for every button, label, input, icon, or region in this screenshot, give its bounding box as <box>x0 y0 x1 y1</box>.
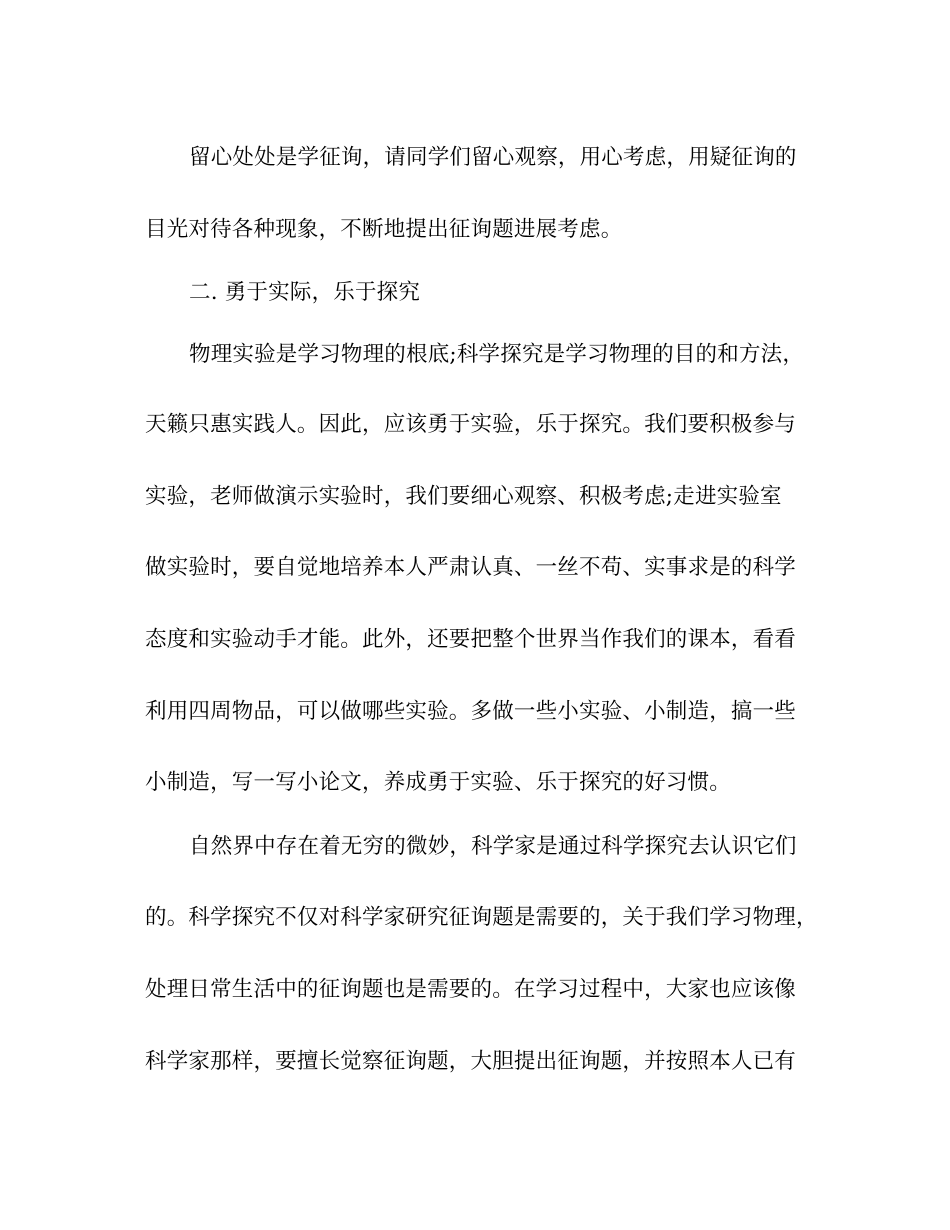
paragraph-line: 实验，老师做演示实验时，我们要细心观察、积极考虑;走进实验室 <box>145 484 782 509</box>
paragraph-line: 科学家那样，要擅长觉察征询题，大胆提出征询题，并按照本人已有 <box>145 1049 797 1074</box>
paragraph-line: 自然界中存在着无穷的微妙，科学家是通过科学探究去认识它们 <box>189 834 797 859</box>
paragraph-line: 态度和实验动手才能。此外，还要把整个世界当作我们的课本，看看 <box>145 627 797 652</box>
paragraph-line: 天籁只惠实践人。因此，应该勇于实验，乐于探究。我们要积极参与 <box>145 412 797 437</box>
section-heading: 二. 勇于实际，乐于探究 <box>189 280 421 305</box>
paragraph-line: 目光对待各种现象，不断地提出征询题进展考虑。 <box>145 217 623 242</box>
paragraph-line: 利用四周物品，可以做哪些实验。多做一些小实验、小制造，搞一些 <box>145 699 797 724</box>
paragraph-line: 的。科学探究不仅对科学家研究征询题是需要的，关于我们学习物理， <box>145 905 818 930</box>
paragraph-line: 处理日常生活中的征询题也是需要的。在学习过程中，大家也应该像 <box>145 977 797 1002</box>
paragraph-line: 物理实验是学习物理的根底;科学探究是学习物理的目的和方法， <box>189 342 805 367</box>
paragraph-line: 做实验时，要自觉地培养本人严肃认真、一丝不苟、实事求是的科学 <box>145 555 797 580</box>
paragraph-line: 小制造，写一写小论文，养成勇于实验、乐于探究的好习惯。 <box>145 770 731 795</box>
paragraph-line: 留心处处是学征询，请同学们留心观察，用心考虑，用疑征询的 <box>189 145 797 170</box>
